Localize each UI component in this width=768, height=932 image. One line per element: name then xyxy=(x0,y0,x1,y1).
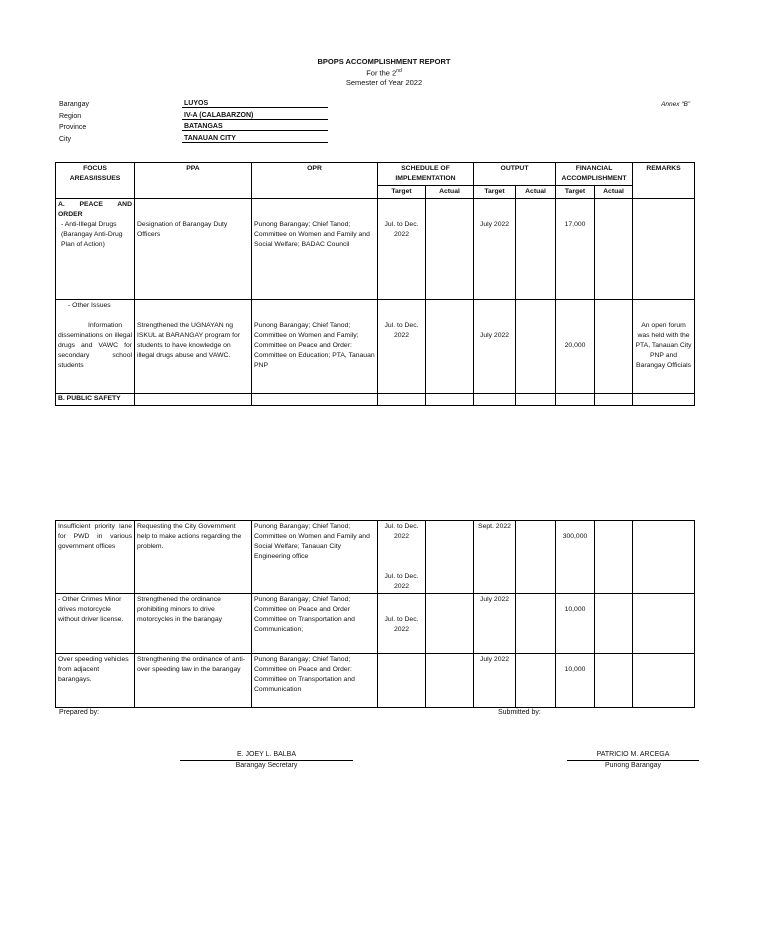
output-target-cell: July 2022 xyxy=(474,300,516,394)
submitter-name: PATRICIO M. ARCEGA xyxy=(596,751,670,758)
col-header-schedule: SCHEDULE OF IMPLEMENTATION xyxy=(378,163,474,186)
empty-cell xyxy=(595,394,633,406)
ppa-cell: Requesting the City Government help to make actions regarding the problem. xyxy=(135,521,252,594)
info-value-region: IV-A (CALABARZON) xyxy=(182,112,328,120)
col-header-schedule-actual: Actual xyxy=(426,186,474,199)
col-header-output-actual: Actual xyxy=(516,186,556,199)
opr-cell: Punong Barangay; Chief Tanod; Committee on Women and Family and Social Welfare; BADAC Council xyxy=(252,199,378,300)
output-actual-cell xyxy=(516,521,556,594)
schedule-target-cell: Jul. to Dec. 2022 xyxy=(378,300,426,394)
submitted-by-label: Submitted by: xyxy=(498,709,541,716)
financial-target-cell: 300,000 xyxy=(556,521,595,594)
table-row xyxy=(56,199,695,300)
financial-target-cell: 20,000 xyxy=(556,300,595,394)
financial-actual-cell xyxy=(595,521,633,594)
col-header-schedule-target: Target xyxy=(378,186,426,199)
report-period xyxy=(0,68,768,78)
remarks-cell xyxy=(633,654,695,708)
focus-subheading: - Other Issues xyxy=(68,302,111,309)
table-row xyxy=(56,521,695,594)
schedule-target-cell: Jul. to Dec. 2022 xyxy=(378,199,426,300)
col-header-financial-target: Target xyxy=(556,186,595,199)
preparer-name: E. JOEY L. BALBA xyxy=(236,751,296,758)
empty-cell xyxy=(252,394,378,406)
ppa-cell: Strengthened the UGNAYAN ng ISKUL at BARANGAY program for students to have knowledge on illegal drugs abuse and VAWC. xyxy=(135,300,252,394)
output-actual-cell xyxy=(516,300,556,394)
submitter-position: Punong Barangay xyxy=(604,762,662,769)
output-target-cell: July 2022 xyxy=(474,199,516,300)
ppa-cell: Designation of Barangay Duty Officers xyxy=(135,199,252,300)
period-line: For the 2 xyxy=(366,68,397,78)
preparer-signature-line xyxy=(180,760,353,761)
info-label-region: Region xyxy=(59,113,82,120)
empty-cell xyxy=(633,394,695,406)
focus-cell: - Other Crimes Minor drives motorcycle without driver license. xyxy=(56,594,135,654)
schedule-actual-cell xyxy=(426,654,474,708)
info-value-barangay: LUYOS xyxy=(182,100,328,108)
period-superscript: nd xyxy=(396,68,402,74)
table-row xyxy=(56,300,695,394)
report-semester: Semester of Year 2022 xyxy=(345,78,423,87)
output-target-cell: July 2022 xyxy=(474,594,516,654)
financial-target-cell: 17,000 xyxy=(556,199,595,300)
schedule-actual-cell xyxy=(426,300,474,394)
info-label-barangay: Barangay xyxy=(59,101,89,108)
empty-cell xyxy=(516,394,556,406)
schedule-actual-cell xyxy=(426,594,474,654)
focus-cell: Over speeding vehicles from adjacent barangays. xyxy=(56,654,135,708)
output-actual-cell xyxy=(516,654,556,708)
empty-cell xyxy=(378,394,426,406)
remarks-cell xyxy=(633,199,695,300)
financial-target-cell: 10,000 xyxy=(556,594,595,654)
schedule-actual-cell xyxy=(426,521,474,594)
table-row xyxy=(56,394,695,406)
focus-text: - Anti-Illegal Drugs (Barangay Anti-Drug Plan of Action) xyxy=(61,221,123,248)
output-target-cell: July 2022 xyxy=(474,654,516,708)
col-header-financial-actual: Actual xyxy=(595,186,633,199)
financial-actual-cell xyxy=(595,594,633,654)
opr-cell: Punong Barangay; Chief Tanod; Committee on Women and Family and Social Welfare; Tanauan City Engineering office xyxy=(252,521,378,594)
section-heading-peace-order: A. PEACE AND ORDER xyxy=(58,201,132,218)
financial-actual-cell xyxy=(595,654,633,708)
schedule-target-text-2: Jul. to Dec. 2022 xyxy=(384,573,419,590)
info-label-province: Province xyxy=(59,124,87,131)
remarks-cell: An open forum was held with the PTA, Tanauan City PNP and Barangay Officials xyxy=(633,300,695,394)
focus-text: Information disseminations on illegal drugs and VAWC for secondary school students xyxy=(58,322,132,369)
prepared-by-label: Prepared by: xyxy=(59,709,100,716)
section-heading-public-safety: B. PUBLIC SAFETY xyxy=(56,394,135,406)
table-row xyxy=(56,654,695,708)
financial-actual-cell xyxy=(595,300,633,394)
col-header-output: OUTPUT xyxy=(474,163,556,186)
schedule-target-cell xyxy=(378,521,426,594)
info-value-city: TANAUAN CITY xyxy=(182,135,328,143)
accomplishment-table-2 xyxy=(55,520,695,708)
output-actual-cell xyxy=(516,199,556,300)
submitter-signature-line xyxy=(567,760,699,761)
opr-cell: Punong Barangay; Chief Tanod; Committee on Peace and Order: Committee on Transportation and Communication xyxy=(252,654,378,708)
accomplishment-table-1 xyxy=(55,162,695,406)
col-header-focus: FOCUS AREAS/ISSUES xyxy=(56,163,135,199)
opr-cell: Punong Barangay; Chief Tanod; Committee on Peace and Order Committee on Transportation and Communication; xyxy=(252,594,378,654)
focus-cell: Insufficient priority lane for PWD in various government offices xyxy=(56,521,135,594)
empty-cell xyxy=(474,394,516,406)
ppa-cell: Strengthening the ordinance of anti- over speeding law in the barangay xyxy=(135,654,252,708)
info-label-city: City xyxy=(59,136,72,143)
opr-cell: Punong Barangay; Chief Tanod; Committee on Women and Family; Committee on Peace and Order: Committee on Education; PTA, Tanauan PNP xyxy=(252,300,378,394)
financial-actual-cell xyxy=(595,199,633,300)
focus-cell xyxy=(56,300,135,394)
empty-cell xyxy=(135,394,252,406)
col-header-ppa: PPA xyxy=(135,163,252,199)
output-target-cell: Sept. 2022 xyxy=(474,521,516,594)
ppa-cell: Strengthened the ordinance prohibiting minors to drive motorcycles in the barangay xyxy=(135,594,252,654)
col-header-remarks: REMARKS xyxy=(633,163,695,199)
col-header-financial: FINANCIAL ACCOMPLISHMENT xyxy=(556,163,633,186)
financial-target-cell: 10,000 xyxy=(556,654,595,708)
output-actual-cell xyxy=(516,594,556,654)
focus-cell xyxy=(56,199,135,300)
schedule-target-text: Jul. to Dec. 2022 xyxy=(384,523,419,540)
empty-cell xyxy=(556,394,595,406)
info-value-province: BATANGAS xyxy=(182,123,328,131)
empty-cell xyxy=(426,394,474,406)
schedule-target-cell xyxy=(378,654,426,708)
remarks-cell xyxy=(633,521,695,594)
table-row xyxy=(56,594,695,654)
annex-label: Annex “B” xyxy=(661,101,690,108)
report-title: BPOPS ACCOMPLISHMENT REPORT xyxy=(317,57,451,66)
schedule-actual-cell xyxy=(426,199,474,300)
schedule-target-cell: Jul. to Dec. 2022 xyxy=(378,594,426,654)
remarks-cell xyxy=(633,594,695,654)
col-header-output-target: Target xyxy=(474,186,516,199)
col-header-opr: OPR xyxy=(252,163,378,199)
preparer-position: Barangay Secretary xyxy=(235,762,298,769)
